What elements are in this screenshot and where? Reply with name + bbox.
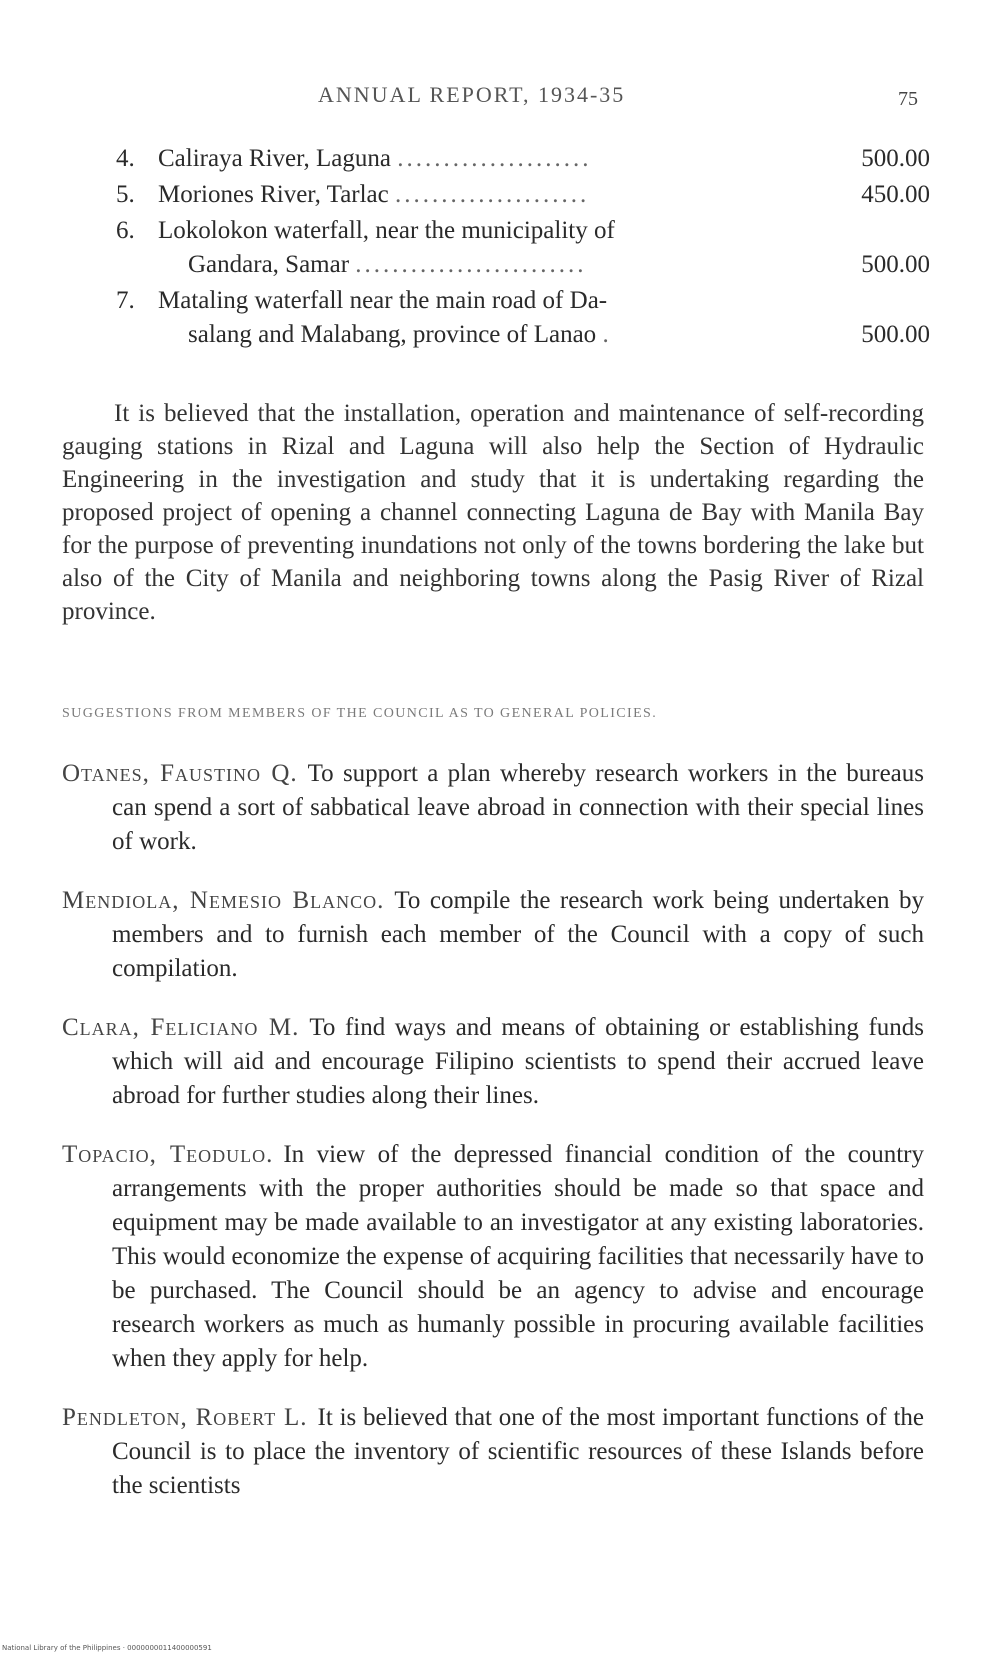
leader-dots: ..................... — [395, 181, 590, 208]
leader-dots: . — [602, 321, 612, 348]
suggestion-entry — [62, 757, 924, 859]
item-amount: 500.00 — [861, 321, 930, 348]
item-number: 7. — [116, 287, 135, 314]
item-amount: 500.00 — [861, 145, 930, 172]
suggestion-entry — [62, 1401, 924, 1503]
suggestion-text: In view of the depressed financial condition of the country arrangements with the proper authorities should be made so that space and equipment may be made available to an investigator at any existing laboratories. This would economize the expense of acquiring facilities that necessarily have to be purchased. The Council should be an agency to advise and encourage research workers as much as humanly possible in procuring available facilities when they apply for help. — [112, 1141, 924, 1372]
member-name: Topacio, Teodulo. — [62, 1141, 274, 1168]
member-name: Clara, Feliciano M. — [62, 1014, 300, 1041]
running-title: ANNUAL REPORT, 1934-35 — [318, 82, 626, 107]
suggestion-text: To compile the research work being undertaken by members and to furnish each member of the Council with a copy of such compilation. — [112, 887, 924, 982]
list-item — [108, 284, 930, 352]
list-item — [108, 178, 930, 212]
item-amount: 450.00 — [861, 181, 930, 208]
suggestion-text: To find ways and means of obtaining or establishing funds which will aid and encourage Filipino scientists to spend their accrued leave abroad for further studies along their lines. — [112, 1014, 924, 1109]
body-paragraph: It is believed that the installation, operation and maintenance of self-recording gauging stations in Rizal and Laguna will also help the Section of Hydraulic Engineering in the investigation and study that it is undertaking regarding the proposed project of opening a channel connecting Laguna de Bay with Manila Bay for the purpose of preventing inundations not only of the towns bordering the lake but also of the City of Manila and neighboring towns along the Pasig River of Rizal province. — [62, 400, 924, 625]
leader-dots: ......................... — [355, 251, 587, 278]
suggestion-text: It is believed that one of the most important functions of the Council is to place the inventory of scientific resources of these Islands before the scientists — [112, 1404, 925, 1499]
expenditure-list — [108, 142, 930, 352]
item-amount: 500.00 — [861, 251, 930, 278]
item-text: Caliraya River, Laguna — [158, 145, 391, 172]
section-heading: SUGGESTIONS FROM MEMBERS OF THE COUNCIL AS TO GENERAL POLICIES. — [62, 706, 658, 721]
suggestion-entry — [62, 1011, 924, 1113]
page-number: 75 — [898, 88, 918, 110]
page-header — [0, 82, 998, 112]
item-text: Mataling waterfall near the main road of Da- — [158, 287, 608, 314]
suggestion-text: To support a plan whereby research workers in the bureaus can spend a sort of sabbatical leave abroad in connection with their special lines of work. — [112, 760, 924, 855]
suggestion-entry — [62, 884, 924, 986]
item-number: 4. — [116, 145, 135, 172]
item-text-continued: Gandara, Samar — [188, 251, 350, 278]
member-name: Mendiola, Nemesio Blanco. — [62, 887, 385, 914]
suggestion-entry — [62, 1138, 924, 1376]
leader-dots: ..................... — [397, 145, 592, 172]
item-text: Lokolokon waterfall, near the municipality of — [158, 217, 615, 244]
suggestions-list — [62, 732, 924, 1520]
scan-watermark: National Library of the Philippines · 0000000011400000591 — [2, 1644, 212, 1652]
item-text-continued: salang and Malabang, province of Lanao — [188, 321, 597, 348]
item-number: 5. — [116, 181, 135, 208]
list-item — [108, 142, 930, 176]
item-number: 6. — [116, 217, 135, 244]
member-name: Otanes, Faustino Q. — [62, 760, 298, 787]
list-item — [108, 214, 930, 282]
member-name: Pendleton, Robert L. — [62, 1404, 308, 1431]
item-text: Moriones River, Tarlac — [158, 181, 389, 208]
